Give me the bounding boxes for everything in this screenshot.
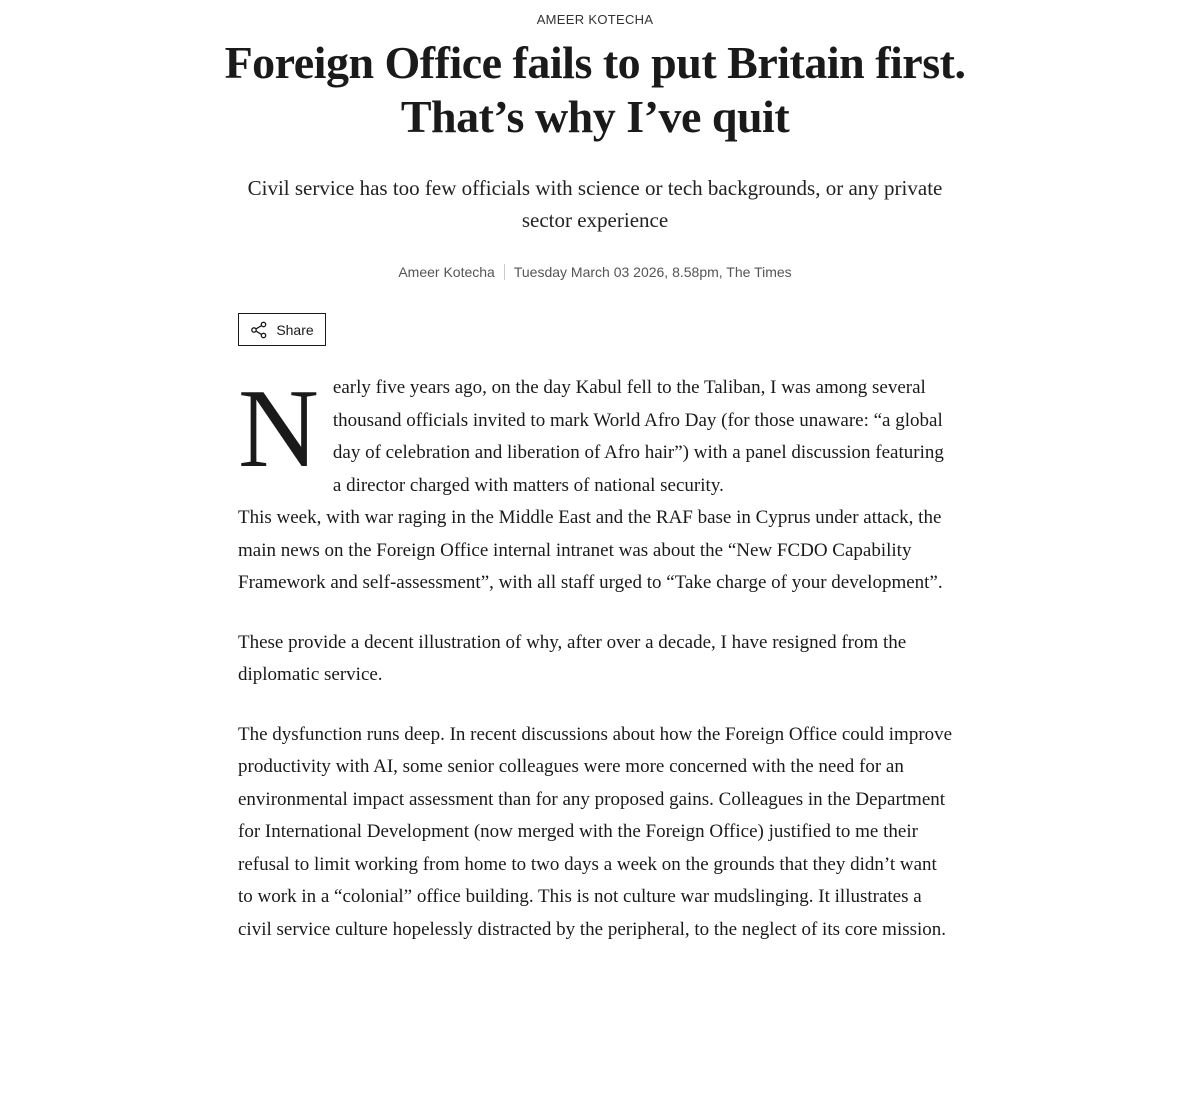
paragraph-text: early five years ago, on the day Kabul fell to the Taliban, I was among several thousand officials invited to mark World Afro Day (for those unaware: “a global day of celebration and liberation of Afro hair”) with a panel discussion featuring a director charged with matters of national security. <box>332 377 944 496</box>
byline-author[interactable]: Ameer Kotecha <box>398 264 495 280</box>
article-paragraph: This week, with war raging in the Middle East and the RAF base in Cyprus under attack, the main news on the Foreign Office internal intranet was about the “New FCDO Capability Framework and self-assessment”, with all staff urged to “Take charge of your development”. <box>238 507 943 593</box>
share-icon <box>250 321 268 339</box>
article-body <box>238 367 954 946</box>
article-paragraph <box>238 367 954 502</box>
share-button[interactable] <box>238 313 326 346</box>
drop-cap: N <box>238 367 319 491</box>
author-kicker[interactable]: AMEER KOTECHA <box>536 12 654 27</box>
article-headline: Foreign Office fails to put Britain first. That’s why I’ve quit <box>224 37 966 142</box>
article-paragraph: These provide a decent illustration of why, after over a decade, I have resigned from the diplomatic service. <box>238 631 907 685</box>
share-label: Share <box>276 321 314 338</box>
byline <box>0 264 1190 280</box>
byline-divider <box>504 264 505 280</box>
article-standfirst: Civil service has too few officials with science or tech backgrounds, or any private sector experience <box>247 176 943 232</box>
byline-dateline: Tuesday March 03 2026, 8.58pm, The Times <box>513 264 792 280</box>
article-paragraph: The dysfunction runs deep. In recent discussions about how the Foreign Office could improve productivity with AI, some senior colleagues were more concerned with the need for an environmental impact assessment than for any proposed gains. Colleagues in the Department for International Development (now merged with the Foreign Office) justified to me their refusal to limit working from home to two days a week on the grounds that they didn’t want to work in a “colonial” office building. This is not culture war mudslinging. It illustrates a civil service culture hopelessly distracted by the peripheral, to the neglect of its core mission. <box>238 723 953 940</box>
